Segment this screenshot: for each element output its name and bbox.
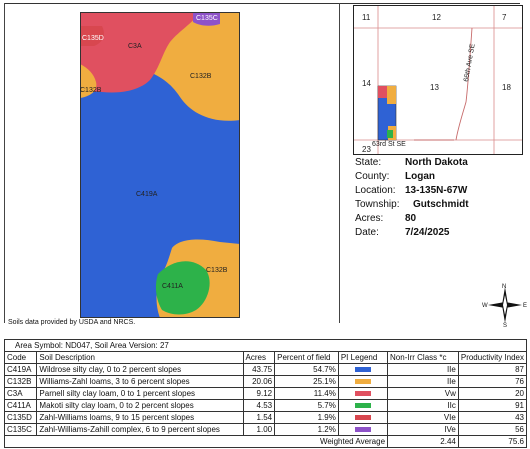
legend-swatch [355, 427, 371, 432]
compass-w: W [482, 303, 488, 309]
section-12: 12 [432, 13, 441, 22]
cell-legend [338, 364, 387, 376]
cell-code: C135D [5, 412, 37, 424]
cell-code: C135C [5, 424, 37, 436]
cell-description: Makoti silty clay loam, 0 to 2 percent slopes [37, 400, 243, 412]
cell-pi: 76 [458, 376, 526, 388]
weighted-pi: 75.6 [458, 436, 526, 448]
label-c132b-top: C132B [190, 73, 212, 80]
label-c3a: C3A [128, 43, 142, 50]
section-7: 7 [502, 13, 507, 22]
cell-pi: 56 [458, 424, 526, 436]
weighted-class: 2.44 [388, 436, 459, 448]
cell-pi: 20 [458, 388, 526, 400]
cell-class: IIe [388, 376, 459, 388]
section-14: 14 [362, 79, 371, 88]
road-label-66th: 66th Ave SE [463, 43, 477, 83]
legend-swatch [355, 367, 371, 372]
table-row [5, 376, 527, 388]
label-c419a: C419A [136, 191, 158, 198]
label-c132b-bottom: C132B [206, 267, 228, 274]
cell-acres: 4.53 [243, 400, 275, 412]
label-c132b-left: C132B [80, 87, 102, 94]
soil-table [4, 339, 527, 448]
table-row [5, 412, 527, 424]
cell-code: C3A [5, 388, 37, 400]
cell-legend [338, 412, 387, 424]
cell-percent: 11.4% [275, 388, 339, 400]
label-c411a: C411A [162, 283, 183, 290]
weighted-average-label: Weighted Average [5, 436, 388, 448]
area-symbol: Area Symbol: ND047, Soil Area Version: 27 [5, 340, 527, 352]
cell-description: Wildrose silty clay, 0 to 2 percent slopes [37, 364, 243, 376]
cell-acres: 9.12 [243, 388, 275, 400]
section-23: 23 [362, 145, 371, 154]
locator-map [353, 5, 523, 155]
cell-description: Zahl-Williams loams, 9 to 15 percent slopes [37, 412, 243, 424]
section-11: 11 [362, 13, 371, 22]
header-description: Soil Description [37, 352, 243, 364]
table-row [5, 424, 527, 436]
header-acres: Acres [243, 352, 275, 364]
cell-acres: 1.54 [243, 412, 275, 424]
location-value: 13-135N-67W [405, 185, 468, 196]
cell-description: Parnell silty clay loam, 0 to 1 percent slopes [37, 388, 243, 400]
compass-n: N [502, 284, 507, 290]
cell-description: Zahl-Williams-Zahill complex, 6 to 9 percent slopes [37, 424, 243, 436]
township-value: Gutschmidt [413, 199, 469, 210]
compass-s: S [503, 323, 508, 327]
cell-percent: 5.7% [275, 400, 339, 412]
state-value: North Dakota [405, 157, 468, 168]
township-label: Township: [355, 199, 400, 210]
cell-legend [338, 400, 387, 412]
county-label: County: [355, 171, 390, 182]
cell-class: IVe [388, 424, 459, 436]
cell-acres: 1.00 [243, 424, 275, 436]
cell-pi: 87 [458, 364, 526, 376]
weighted-average-row [5, 436, 527, 448]
soil-map [80, 12, 240, 318]
legend-swatch [355, 415, 371, 420]
cell-code: C411A [5, 400, 37, 412]
header-non-irr-class: Non-Irr Class *c [388, 352, 459, 364]
label-c135c: C135C [196, 15, 218, 22]
cell-class: IIc [388, 400, 459, 412]
cell-percent: 1.2% [275, 424, 339, 436]
table-row [5, 400, 527, 412]
date-label: Date: [355, 227, 379, 238]
cell-pi: 91 [458, 400, 526, 412]
legend-swatch [355, 391, 371, 396]
acres-value: 80 [405, 213, 417, 224]
location-label: Location: [355, 185, 396, 196]
header-percent: Percent of field [275, 352, 339, 364]
header-productivity-index: Productivity Index [458, 352, 526, 364]
header-code: Code [5, 352, 37, 364]
cell-pi: 43 [458, 412, 526, 424]
cell-class: VIe [388, 412, 459, 424]
compass-rose [482, 283, 528, 327]
legend-swatch [355, 403, 371, 408]
road-label-63rd: 63rd St SE [372, 141, 406, 148]
section-18: 18 [502, 83, 511, 92]
cell-legend [338, 388, 387, 400]
divider-line [339, 3, 340, 323]
cell-percent: 1.9% [275, 412, 339, 424]
cell-class: Vw [388, 388, 459, 400]
cell-acres: 20.06 [243, 376, 275, 388]
label-c135d: C135D [82, 35, 104, 42]
acres-label: Acres: [355, 213, 384, 224]
state-label: State: [355, 157, 382, 168]
table-row [5, 388, 527, 400]
date-value: 7/24/2025 [405, 227, 450, 238]
area-symbol-row [5, 340, 527, 352]
cell-description: Williams-Zahl loams, 3 to 6 percent slopes [37, 376, 243, 388]
table-row [5, 364, 527, 376]
compass-e: E [523, 303, 528, 309]
table-header-row [5, 352, 527, 364]
cell-percent: 25.1% [275, 376, 339, 388]
cell-percent: 54.7% [275, 364, 339, 376]
cell-code: C132B [5, 376, 37, 388]
cell-acres: 43.75 [243, 364, 275, 376]
header-pi-legend: PI Legend [338, 352, 387, 364]
legend-swatch [355, 379, 371, 384]
cell-class: IIe [388, 364, 459, 376]
cell-legend [338, 376, 387, 388]
left-border-line [4, 3, 5, 323]
section-13: 13 [430, 83, 439, 92]
cell-code: C419A [5, 364, 37, 376]
county-value: Logan [405, 171, 435, 182]
top-border-line [4, 3, 520, 4]
source-note: Soils data provided by USDA and NRCS. [8, 319, 136, 326]
cell-legend [338, 424, 387, 436]
